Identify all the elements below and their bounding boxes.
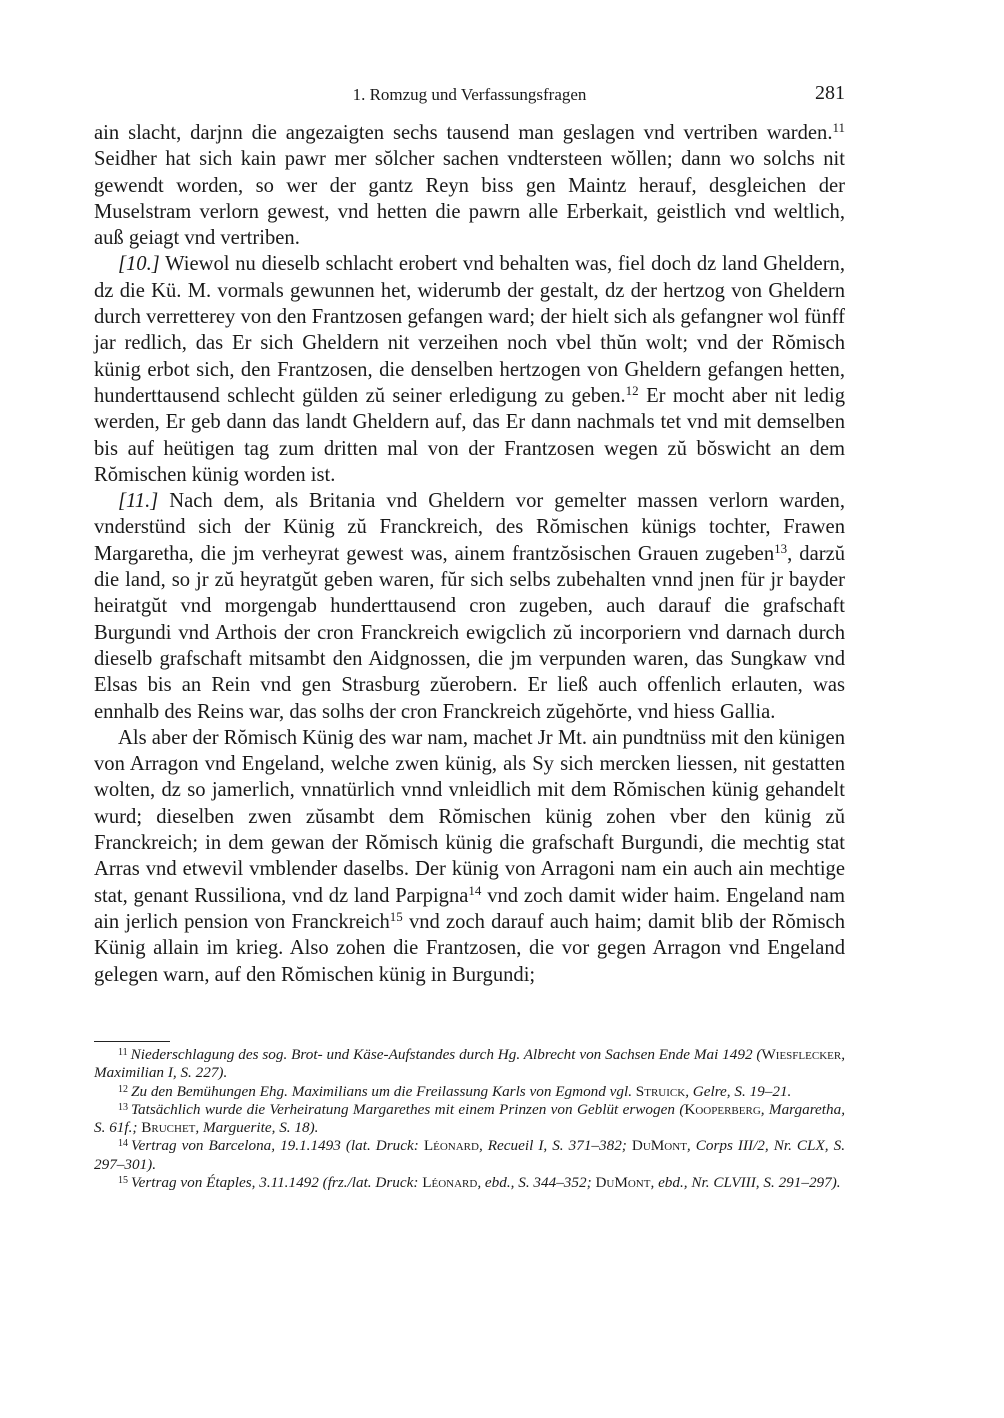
paragraph-1 <box>94 120 845 251</box>
paragraph-text: Er mocht aber nit ledig werden, Er geb dann das landt Gheldern auf, das Er dann nachmals tet vnd mit demselben bis auf heütigen tag zum dritten mal von der Frantzosen wegen zŭ bŏswicht an dem Rŏmischen künig worden ist. <box>94 384 846 486</box>
author-name: Léonard <box>423 1137 479 1155</box>
paragraph-text: Wiewol nu dieselb schlacht erobert vnd behalten was, fiel doch dz land Gheldern, dz die Kü. M. vormals gewunnen het, widerumb der gestalt, dz der hertzog von Gheldern durch verretterey von den Frantzosen gefangen ward; der hielt sich als gefangner wol fünff jar redlich, das Er sich Gheldern nit verzeihen noch vbel thŭn wolt; vnd der Rŏmisch künig erbot sich, den Frantzosen, die denselben hertzogen von Gheldern gefangen hetten, hunderttausend schlecht gülden zŭ seiner erledigung zu geben. <box>94 253 845 407</box>
author-name: Struick <box>635 1082 686 1100</box>
footnote-ref-14: 14 <box>468 882 482 898</box>
footnote-text: Zu den Bemühungen Ehg. Maximilians um die Freilassung Karls von Egmond vgl. <box>131 1082 636 1100</box>
footnote-text: Vertrag von Barcelona, 19.1.1493 (lat. Druck: <box>131 1137 424 1155</box>
author-name: Léonard <box>422 1174 478 1192</box>
author-name: DuMont <box>595 1174 651 1192</box>
paragraph-text: Seidher hat sich kain pawr mer sŏlcher sachen vndtersteen wŏllen; dann wo solchs nit gewendt worden, so wer der gantz Reyn biss gen Maintz herauf, desgleichen der Muselstram verlorn gewest, vnd hetten die pawrn alle Erberkait, geistlich vnd weltlich, auß geiagt vnd vertriben. <box>94 148 845 250</box>
body-text <box>94 120 845 988</box>
author-name: Wiesflecker <box>761 1046 842 1063</box>
footnote-ref-15: 15 <box>389 908 403 924</box>
footnote-rule <box>94 1041 170 1042</box>
footnote-number: 12 <box>118 1083 128 1095</box>
footnote-text: , ebd., Nr. CLVIII, S. 291–297). <box>650 1174 841 1192</box>
author-name: Bruchet <box>141 1119 196 1137</box>
footnote-number: 14 <box>118 1138 128 1150</box>
author-name: Kooperberg <box>684 1100 761 1118</box>
footnote-ref-13: 13 <box>774 540 788 556</box>
footnote-text: , Marguerite, S. 18). <box>195 1119 319 1137</box>
footnote-14 <box>94 1137 845 1174</box>
footnote-text: , Margaretha, S. 61f.; <box>94 1100 845 1137</box>
footnote-12 <box>94 1083 845 1101</box>
paragraph-text: Als aber der Rŏmisch Künig des war nam, machet Jr Mt. ain pundtnüss mit den künigen von Arragon vnd Engeland, welche zwen künig, als Sy sich mercken liessen, nit gestatten wolten, dz so jamerlich, vnnatürlich vnnd vnleidlich mit dem Rŏmischen künig gehandelt wurd; dieselben zwen zŭsambt dem Rŏmischen künig zohen vber den künig zŭ Franckreich; in dem gewan der Rŏmisch künig die grafschaft Burgundi, die mechtig stat Arras vnd etwevil vmblender daselbs. Der künig von Arragoni nam ein auch ain mechtige stat, genant Russiliona, vnd dz land Parpigna <box>94 726 845 907</box>
paragraph-text: , darzŭ die land, so jr zŭ heyratgŭt geben waren, fŭr sich selbs zubehalten vnnd jnen für jr bayder heiratgŭt vnd morgengab hunderttausend cron zugeben, auch darauf die grafschaft Burgundi vnd Arthois der cron Franckreich ewigclich zŭ incorporiern vnd darnach durch dieselb grafschaft mitsambt den Aidgnossen, die jm verpunden waren, das Sungkaw vnd Elsas bis an Rein vnd gen Strasburg zŭerobern. Er ließ auch offenlich erlauten, was ennhalb des Reins war, das solhs der cron Franckreich zŭgehŏrte, vnd hiess Gallia. <box>94 542 846 723</box>
paragraph-11 <box>94 488 845 725</box>
footnote-text: , Gelre, S. 19–21. <box>685 1082 792 1100</box>
footnote-text: Niederschlagung des sog. Brot- und Käse-Aufstandes durch Hg. Albrecht von Sachsen Ende Mai 1492 ( <box>130 1046 762 1063</box>
footnote-number: 11 <box>118 1047 128 1058</box>
footnote-13 <box>94 1101 845 1138</box>
footnote-ref-11: 11 <box>832 120 845 135</box>
section-number: [11.] <box>118 490 159 513</box>
footnote-number: 13 <box>118 1101 128 1113</box>
author-name: DuMont <box>631 1137 687 1155</box>
paragraph-text: ain slacht, darjnn die angezaigten sechs tausend man geslagen vnd vertriben warden. <box>94 122 833 144</box>
running-title: 1. Romzug und Verfassungsfragen <box>352 85 587 104</box>
paragraph-10 <box>94 251 845 488</box>
footnote-text: Tatsächlich wurde die Verheiratung Margarethes mit einem Prinzen von Geblüt erwogen ( <box>131 1100 685 1118</box>
footnote-11 <box>94 1046 845 1083</box>
footnote-15 <box>94 1174 845 1192</box>
paragraph-text: vnd zoch damit wider haim. Engeland nam ain jerlich pension von Franckreich <box>94 884 845 933</box>
footnote-ref-12: 12 <box>625 382 639 398</box>
paragraph-text: vnd zoch darauf auch haim; damit blib der Rŏmisch Künig allain im krieg. Also zohen die Frantzosen, die vor gegen Arragon vnd Engeland gelegen warn, auf den Rŏmischen künig in Burgundi; <box>94 910 845 986</box>
footnote-text: , ebd., S. 344–352; <box>477 1174 596 1192</box>
footnote-number: 15 <box>118 1175 128 1187</box>
paragraph-12 <box>94 725 845 988</box>
footnote-text: , Recueil I, S. 371–382; <box>478 1137 632 1155</box>
paragraph-text: Nach dem, als Britania vnd Gheldern vor gemelter massen verlorn warden, vnderstünd sich der Künig zŭ Franckreich, des Rŏmischen künigs tochter, Frawen Margaretha, die jm verheyrat gewest was, ainem frantzŏsischen Grauen zugeben <box>94 490 845 565</box>
footnote-text: , Maximilian I, S. 227). <box>94 1046 845 1082</box>
page-number: 281 <box>815 82 845 104</box>
section-number: [10.] <box>118 253 160 276</box>
footnote-text: Vertrag von Étaples, 3.11.1492 (frz./lat. Druck: <box>131 1174 423 1192</box>
footnote-text: , Corps III/2, Nr. CLX, S. 297–301). <box>94 1137 845 1173</box>
footnotes <box>94 1046 845 1192</box>
running-head <box>94 82 845 108</box>
